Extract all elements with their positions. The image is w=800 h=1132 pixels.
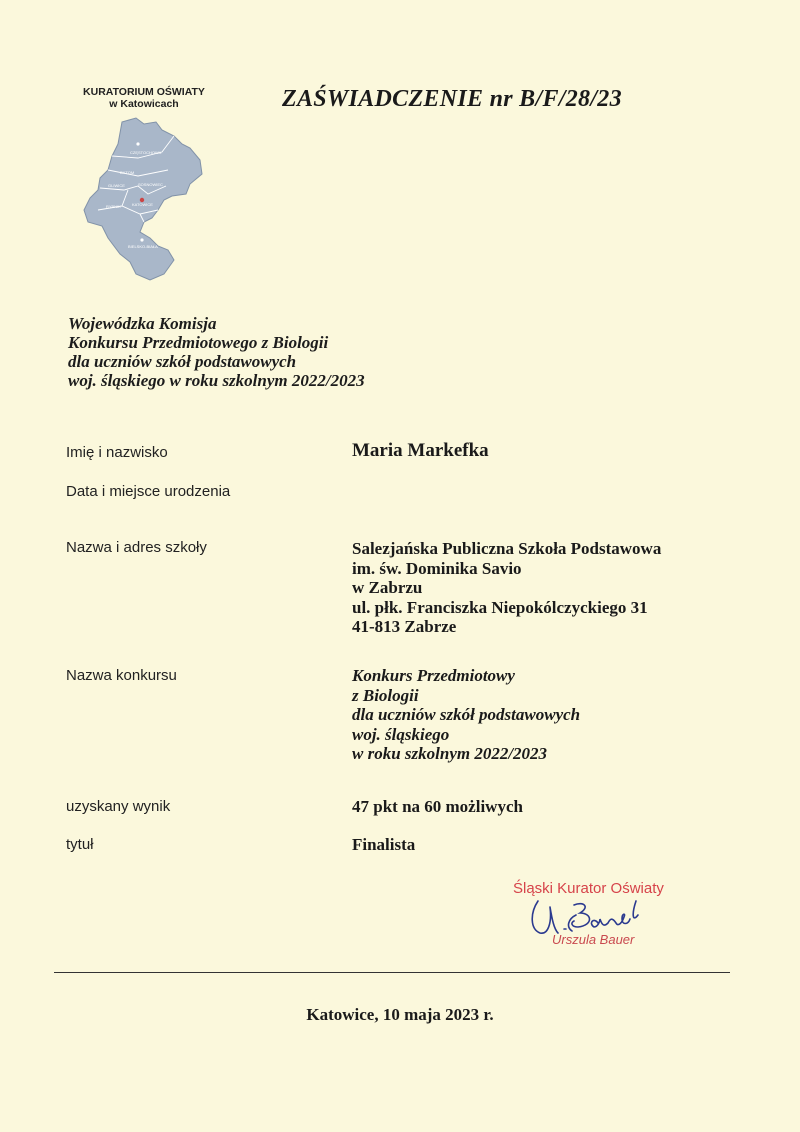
school-line: im. św. Dominika Savio bbox=[352, 558, 522, 578]
commission-heading bbox=[68, 314, 365, 390]
contest-line: z Biologii bbox=[352, 685, 419, 705]
issuer-name: KURATORIUM OŚWIATY bbox=[83, 86, 205, 98]
certificate-title: ZAŚWIADCZENIE nr B/F/28/23 bbox=[282, 86, 622, 112]
contest-line: Konkurs Przedmiotowy bbox=[352, 666, 515, 685]
birth-label: Data i miejsce urodzenia bbox=[66, 483, 231, 500]
stamp-title: Śląski Kurator Oświaty bbox=[513, 880, 664, 897]
school-label: Nazwa i adres szkoły bbox=[66, 539, 207, 556]
issuer-logo-text bbox=[70, 86, 218, 110]
map-label-bytom: BYTOM bbox=[120, 170, 135, 175]
map-label-sosnowiec: SOSNOWIEC bbox=[138, 182, 163, 187]
school-line: ul. płk. Franciszka Niepokólczyckiego 31 bbox=[352, 597, 648, 617]
place-and-date: Katowice, 10 maja 2023 r. bbox=[306, 1005, 494, 1024]
map-dot bbox=[140, 238, 143, 241]
contest-line: dla uczniów szkół podstawowych bbox=[352, 705, 581, 724]
contest-line: woj. śląskiego bbox=[352, 724, 450, 744]
name-label: Imię i nazwisko bbox=[66, 444, 168, 461]
school-line: w Zabrzu bbox=[352, 578, 423, 597]
map-label-czestochowa: CZĘSTOCHOWA bbox=[130, 150, 162, 155]
contest-line: w roku szkolnym 2022/2023 bbox=[352, 744, 548, 763]
rank-value: Finalista bbox=[352, 835, 416, 854]
map-label-katowice: KATOWICE bbox=[132, 202, 153, 207]
rank-label: tytuł bbox=[66, 836, 94, 853]
commission-line: woj. śląskiego w roku szkolnym 2022/2023 bbox=[68, 371, 365, 390]
student-name: Maria Markefka bbox=[352, 440, 489, 461]
commission-line: dla uczniów szkół podstawowych bbox=[68, 352, 297, 371]
result-value: 47 pkt na 60 możliwych bbox=[352, 797, 523, 816]
voivodeship-map-logo bbox=[78, 114, 208, 284]
signature-divider bbox=[54, 972, 730, 973]
issuer-city: w Katowicach bbox=[109, 98, 179, 110]
commission-line: Wojewódzka Komisja bbox=[68, 314, 217, 333]
school-line: 41-813 Zabrze bbox=[352, 617, 457, 636]
map-dot bbox=[136, 142, 139, 145]
contest-name bbox=[352, 666, 580, 764]
contest-label: Nazwa konkursu bbox=[66, 667, 177, 684]
stamp-name: Urszula Bauer bbox=[552, 932, 635, 947]
school-line: Salezjańska Publiczna Szkoła Podstawowa bbox=[352, 539, 662, 558]
map-label-gliwice: GLIWICE bbox=[108, 183, 125, 188]
commission-line: Konkursu Przedmiotowego z Biologii bbox=[68, 333, 329, 352]
result-label: uzyskany wynik bbox=[66, 798, 171, 815]
map-label-rybnik: RYBNIK bbox=[106, 204, 121, 209]
map-label-bielsko: BIELSKO-BIAŁA bbox=[128, 244, 158, 249]
school-address bbox=[352, 539, 661, 637]
